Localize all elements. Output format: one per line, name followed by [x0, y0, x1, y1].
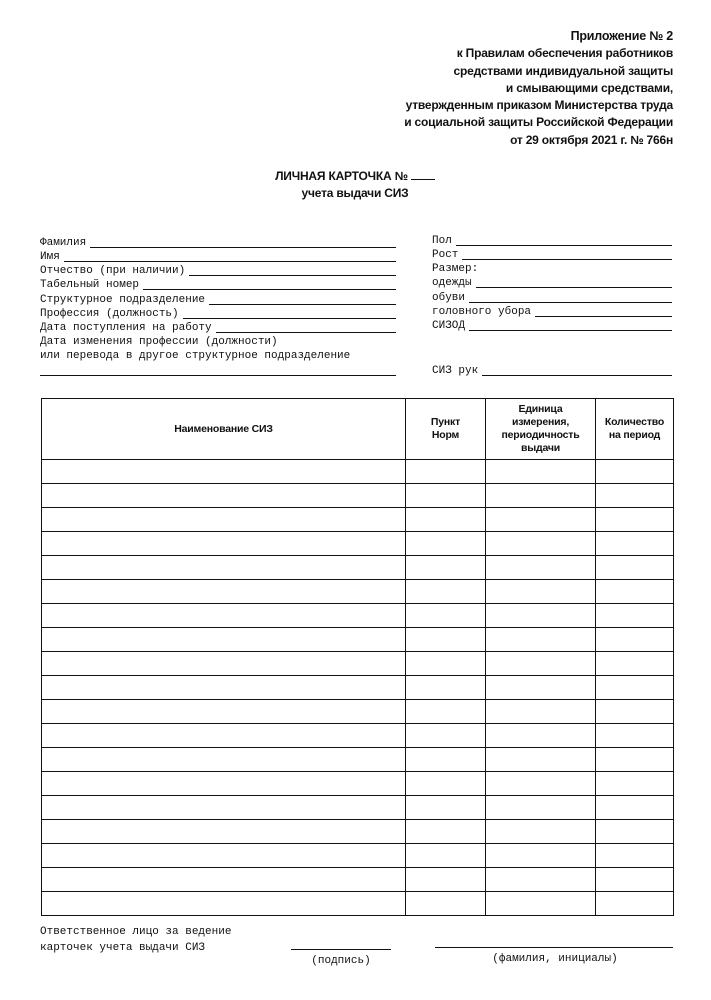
responsible-line-2: карточек учета выдачи СИЗ: [40, 942, 206, 954]
cell-unit-periodicity[interactable]: [486, 796, 596, 820]
appendix-line: к Правилам обеспечения работников: [456, 46, 673, 61]
table-row: [42, 844, 674, 868]
header-norm-item: Пункт Норм: [406, 399, 486, 460]
table-row: [42, 748, 674, 772]
cell-quantity[interactable]: [596, 460, 674, 484]
hire-date-line[interactable]: [216, 332, 396, 333]
tab-number-line[interactable]: [143, 289, 396, 290]
profession-line[interactable]: [183, 318, 396, 319]
title-line-1: ЛИЧНАЯ КАРТОЧКА №: [275, 169, 408, 183]
patronymic-label: Отчество (при наличии): [40, 265, 186, 277]
name-line[interactable]: [64, 261, 396, 262]
department-field[interactable]: [40, 293, 396, 306]
siz-hands-line[interactable]: [482, 375, 672, 376]
cell-siz-name[interactable]: [42, 580, 406, 604]
table-header-row: [42, 399, 674, 460]
appendix-header: [333, 28, 673, 149]
cell-norm-item[interactable]: [406, 556, 486, 580]
table-row: [42, 724, 674, 748]
table-row: [42, 868, 674, 892]
name-label: Имя: [40, 251, 60, 263]
cell-siz-name[interactable]: [42, 868, 406, 892]
cell-norm-item[interactable]: [406, 796, 486, 820]
change-date-label-1: Дата изменения профессии (должности): [40, 336, 278, 348]
profession-field[interactable]: [40, 307, 396, 320]
headwear-size-line[interactable]: [535, 316, 672, 317]
cell-unit-periodicity[interactable]: [486, 892, 596, 916]
patronymic-line[interactable]: [189, 275, 396, 276]
cell-quantity[interactable]: [596, 604, 674, 628]
header-quantity: Количество на период: [596, 399, 674, 460]
cell-siz-name[interactable]: [42, 796, 406, 820]
cell-unit-periodicity[interactable]: [486, 652, 596, 676]
table-row: [42, 604, 674, 628]
tab-number-field[interactable]: [40, 278, 396, 291]
shoes-size-line[interactable]: [469, 302, 672, 303]
cell-siz-name[interactable]: [42, 556, 406, 580]
title-line-2: учета выдачи СИЗ: [301, 186, 409, 200]
cell-quantity[interactable]: [596, 820, 674, 844]
table-row: [42, 676, 674, 700]
full-name-line[interactable]: [435, 947, 673, 948]
cell-siz-name[interactable]: [42, 628, 406, 652]
table-row: [42, 772, 674, 796]
cell-unit-periodicity[interactable]: [486, 628, 596, 652]
siz-issue-table: [41, 398, 674, 916]
clothes-size-field[interactable]: [432, 276, 672, 289]
appendix-line: утвержденным приказом Министерства труда: [405, 98, 673, 113]
appendix-line: от 29 октября 2021 г. № 766н: [510, 132, 673, 147]
cell-siz-name[interactable]: [42, 604, 406, 628]
header-siz-name: Наименование СИЗ: [42, 399, 406, 460]
cell-siz-name[interactable]: [42, 820, 406, 844]
cell-quantity[interactable]: [596, 724, 674, 748]
department-label: Структурное подразделение: [40, 294, 206, 306]
table-body: [42, 460, 674, 916]
cell-siz-name[interactable]: [42, 844, 406, 868]
cell-quantity[interactable]: [596, 652, 674, 676]
height-field[interactable]: [432, 248, 672, 261]
sex-label: Пол: [432, 235, 452, 247]
cell-norm-item[interactable]: [406, 700, 486, 724]
cell-unit-periodicity[interactable]: [486, 748, 596, 772]
table-row: [42, 628, 674, 652]
cell-quantity[interactable]: [596, 700, 674, 724]
cell-norm-item[interactable]: [406, 868, 486, 892]
table-row: [42, 796, 674, 820]
cell-quantity[interactable]: [596, 676, 674, 700]
sizod-field[interactable]: [432, 319, 672, 332]
cell-unit-periodicity[interactable]: [486, 820, 596, 844]
size-label: Размер:: [432, 263, 479, 275]
name-field[interactable]: [40, 250, 396, 263]
signature-caption: (подпись): [311, 955, 371, 967]
profession-label: Профессия (должность): [40, 308, 179, 320]
cell-quantity[interactable]: [596, 844, 674, 868]
surname-label: Фамилия: [40, 237, 87, 249]
table-row: [42, 532, 674, 556]
table-row: [42, 700, 674, 724]
cell-unit-periodicity[interactable]: [486, 508, 596, 532]
responsible-line-1: Ответственное лицо за ведение: [40, 926, 232, 938]
cell-norm-item[interactable]: [406, 676, 486, 700]
siz-hands-label: СИЗ рук: [432, 365, 479, 377]
cell-unit-periodicity[interactable]: [486, 484, 596, 508]
cell-unit-periodicity[interactable]: [486, 604, 596, 628]
height-line[interactable]: [462, 259, 672, 260]
cell-quantity[interactable]: [596, 580, 674, 604]
table-row: [42, 892, 674, 916]
cell-unit-periodicity[interactable]: [486, 700, 596, 724]
change-date-line[interactable]: [40, 375, 396, 376]
cell-norm-item[interactable]: [406, 724, 486, 748]
cell-norm-item[interactable]: [406, 604, 486, 628]
cell-siz-name[interactable]: [42, 652, 406, 676]
clothes-size-label: одежды: [432, 277, 472, 289]
cell-norm-item[interactable]: [406, 772, 486, 796]
cell-unit-periodicity[interactable]: [486, 532, 596, 556]
cell-unit-periodicity[interactable]: [486, 844, 596, 868]
cell-quantity[interactable]: [596, 484, 674, 508]
sizod-label: СИЗОД: [432, 320, 466, 332]
table-row: [42, 484, 674, 508]
cell-unit-periodicity[interactable]: [486, 460, 596, 484]
cell-siz-name[interactable]: [42, 700, 406, 724]
cell-norm-item[interactable]: [406, 844, 486, 868]
appendix-line: и социальной защиты Российской Федерации: [404, 115, 673, 130]
cell-unit-periodicity[interactable]: [486, 580, 596, 604]
table-row: [42, 508, 674, 532]
cell-norm-item[interactable]: [406, 748, 486, 772]
cell-unit-periodicity[interactable]: [486, 556, 596, 580]
cell-siz-name[interactable]: [42, 532, 406, 556]
surname-field[interactable]: [40, 236, 396, 249]
department-line[interactable]: [209, 304, 396, 305]
responsible-person-label: [40, 924, 231, 956]
cell-siz-name[interactable]: [42, 676, 406, 700]
cell-siz-name[interactable]: [42, 748, 406, 772]
table-row: [42, 556, 674, 580]
headwear-size-label: головного убора: [432, 306, 532, 318]
cell-siz-name[interactable]: [42, 460, 406, 484]
cell-norm-item[interactable]: [406, 508, 486, 532]
shoes-size-field[interactable]: [432, 291, 672, 304]
cell-norm-item[interactable]: [406, 820, 486, 844]
appendix-line: средствами индивидуальной защиты: [453, 63, 673, 78]
cell-siz-name[interactable]: [42, 892, 406, 916]
cell-quantity[interactable]: [596, 796, 674, 820]
cell-norm-item[interactable]: [406, 628, 486, 652]
card-number-blank[interactable]: [411, 168, 435, 180]
headwear-size-field[interactable]: [432, 305, 672, 318]
tab-number-label: Табельный номер: [40, 279, 140, 291]
cell-quantity[interactable]: [596, 508, 674, 532]
header-unit-periodicity: Единица измерения, периодичность выдачи: [486, 399, 596, 460]
appendix-line: и смывающими средствами,: [505, 80, 673, 95]
hire-date-field[interactable]: [40, 321, 396, 334]
siz-hands-field[interactable]: [432, 364, 672, 377]
cell-quantity[interactable]: [596, 556, 674, 580]
cell-siz-name[interactable]: [42, 724, 406, 748]
table-row: [42, 460, 674, 484]
patronymic-field[interactable]: [40, 264, 396, 277]
height-label: Рост: [432, 249, 459, 261]
cell-norm-item[interactable]: [406, 484, 486, 508]
cell-unit-periodicity[interactable]: [486, 676, 596, 700]
appendix-line: Приложение № 2: [570, 29, 673, 43]
cell-norm-item[interactable]: [406, 580, 486, 604]
full-name-caption: (фамилия, инициалы): [492, 953, 618, 965]
cell-norm-item[interactable]: [406, 892, 486, 916]
hire-date-label: Дата поступления на работу: [40, 322, 212, 334]
cell-quantity[interactable]: [596, 628, 674, 652]
cell-quantity[interactable]: [596, 868, 674, 892]
cell-unit-periodicity[interactable]: [486, 772, 596, 796]
cell-siz-name[interactable]: [42, 508, 406, 532]
cell-siz-name[interactable]: [42, 772, 406, 796]
cell-unit-periodicity[interactable]: [486, 868, 596, 892]
shoes-size-label: обуви: [432, 292, 466, 304]
table-row: [42, 820, 674, 844]
cell-norm-item[interactable]: [406, 652, 486, 676]
sex-line[interactable]: [456, 245, 672, 246]
cell-quantity[interactable]: [596, 772, 674, 796]
clothes-size-line[interactable]: [476, 287, 672, 288]
cell-quantity[interactable]: [596, 532, 674, 556]
cell-quantity[interactable]: [596, 748, 674, 772]
cell-unit-periodicity[interactable]: [486, 724, 596, 748]
cell-norm-item[interactable]: [406, 532, 486, 556]
surname-line[interactable]: [90, 247, 396, 248]
signature-line[interactable]: [291, 949, 391, 950]
sizod-line[interactable]: [469, 330, 672, 331]
sex-field[interactable]: [432, 234, 672, 247]
change-date-label-2: или перевода в другое структурное подразделение: [40, 350, 351, 362]
table-row: [42, 652, 674, 676]
table-row: [42, 580, 674, 604]
cell-siz-name[interactable]: [42, 484, 406, 508]
document-title: [240, 168, 470, 202]
cell-quantity[interactable]: [596, 892, 674, 916]
cell-norm-item[interactable]: [406, 460, 486, 484]
